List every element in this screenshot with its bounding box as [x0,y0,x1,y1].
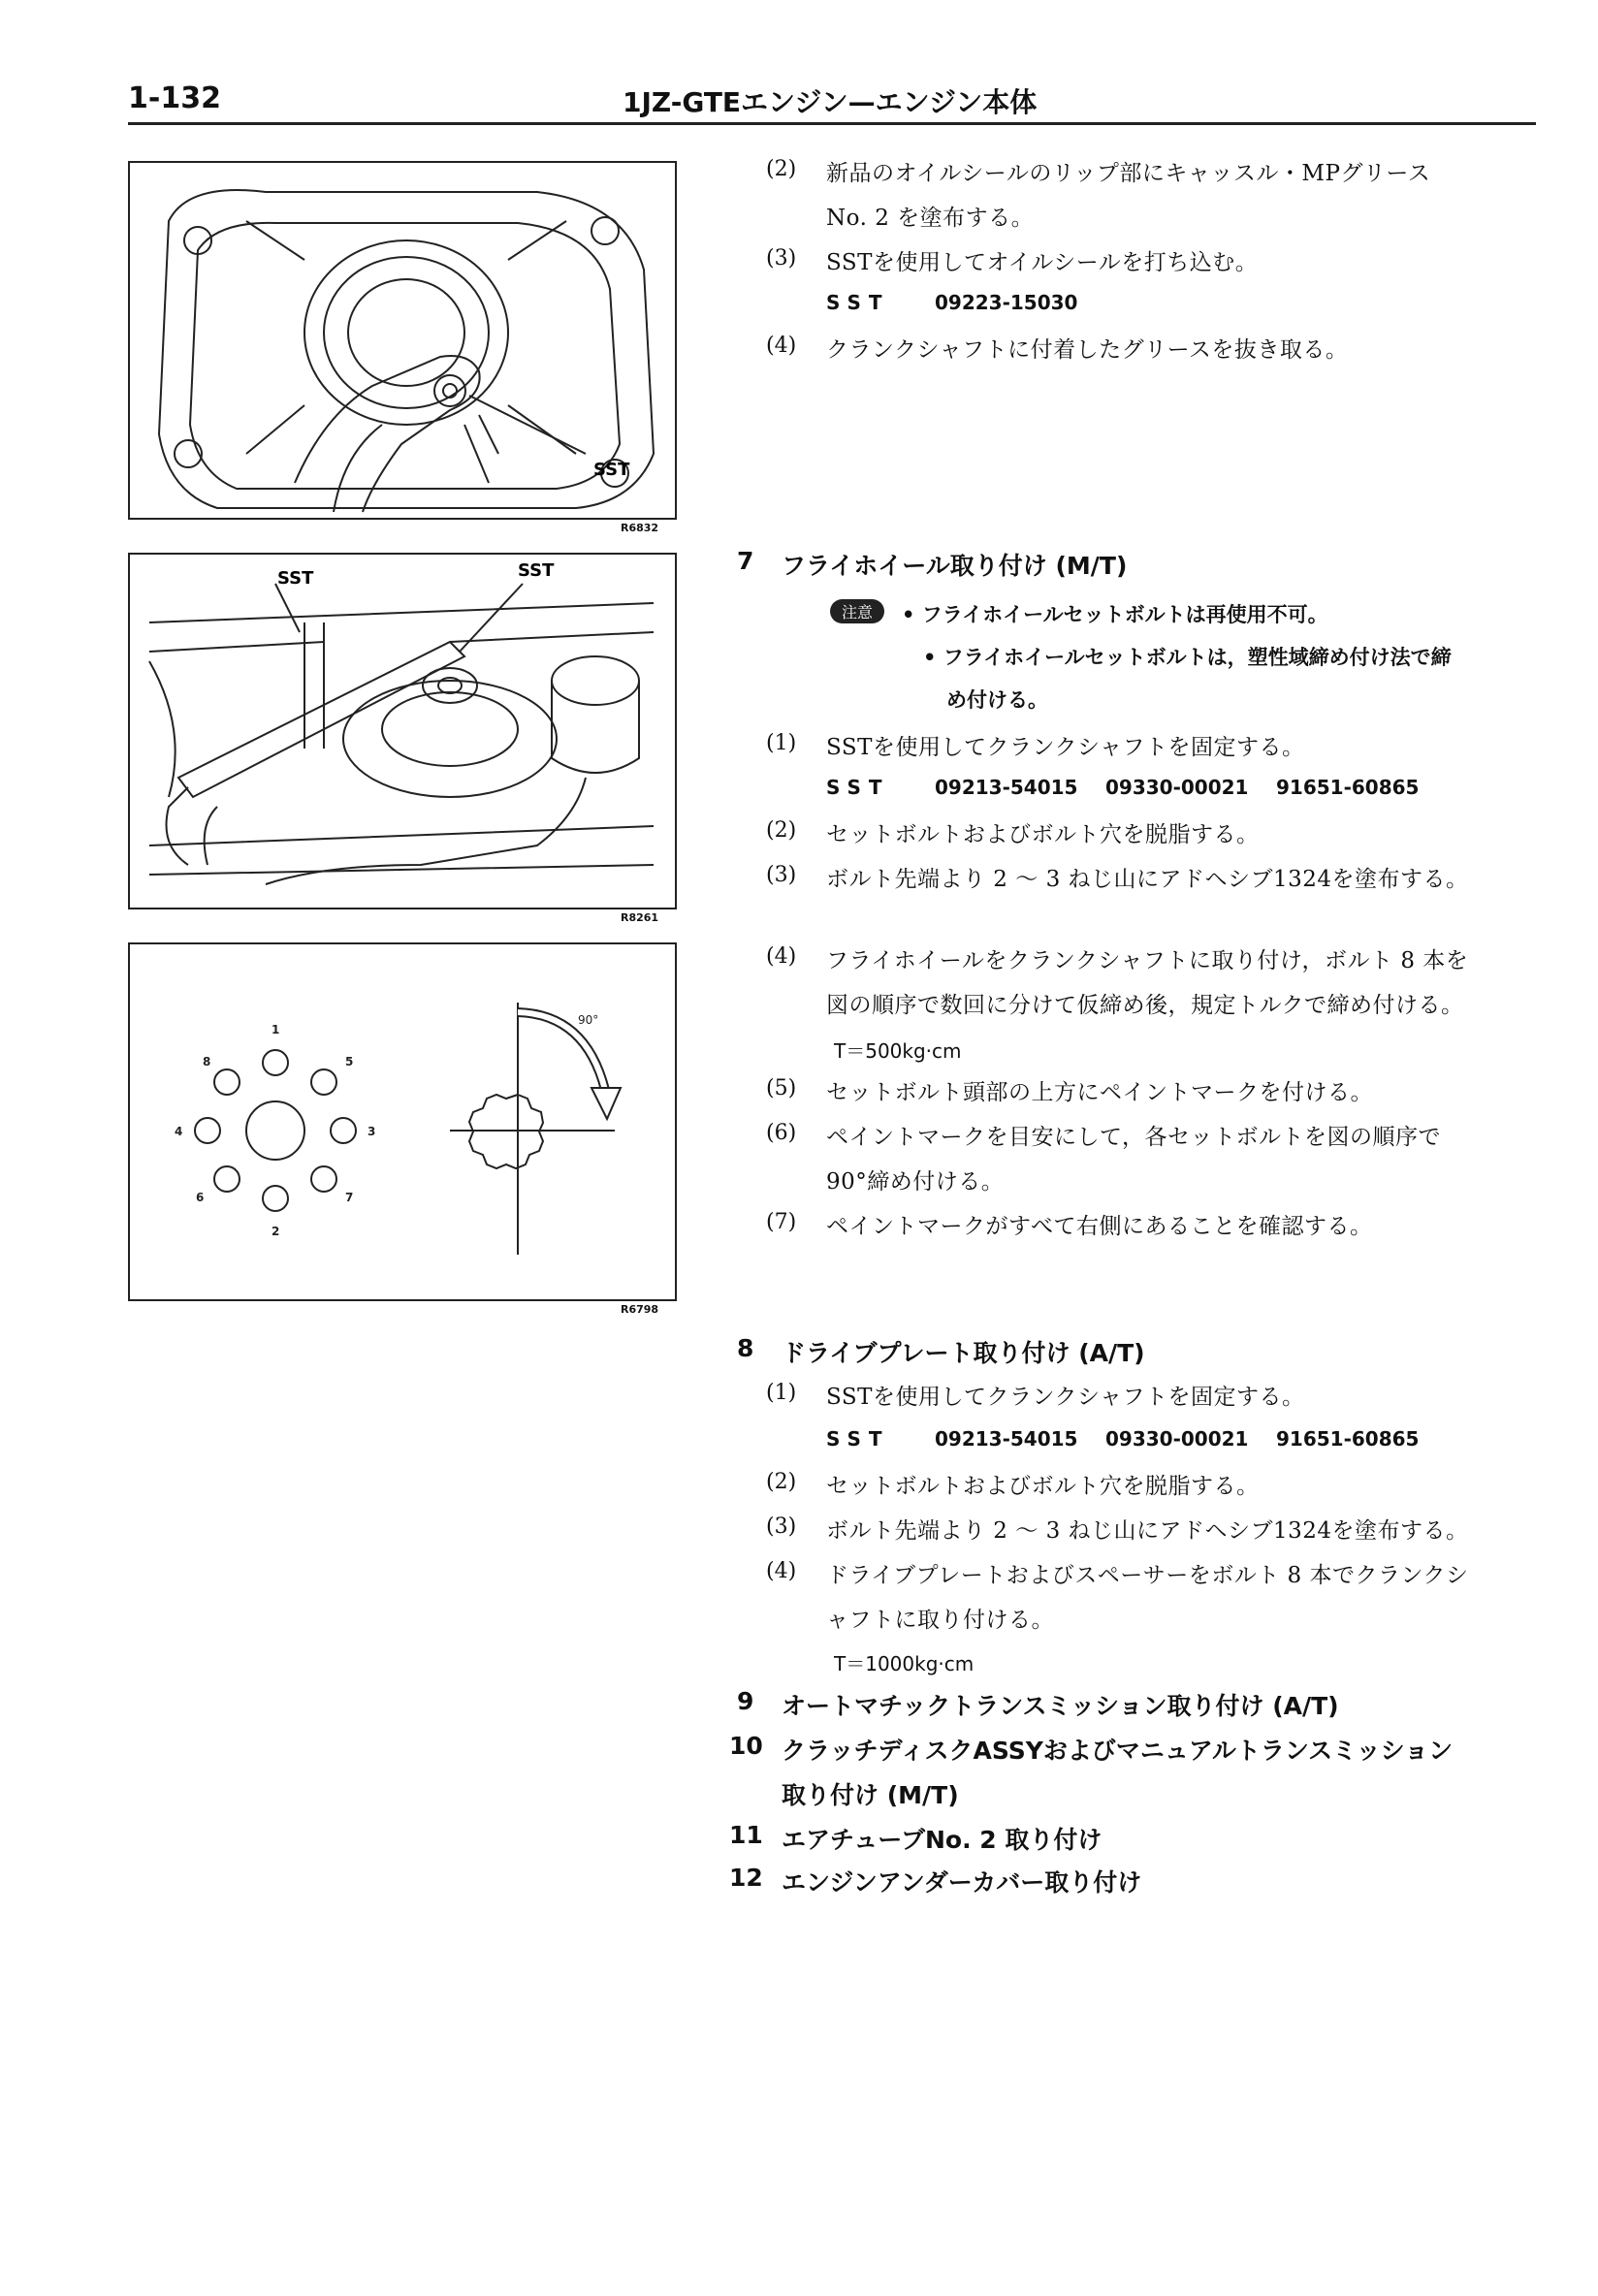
torque-spec: T＝500kg·cm [834,1039,962,1063]
sst-callout-right: SST [518,560,555,581]
sst-part-number: 91651-60865 [1276,1427,1420,1451]
caution-text: • フライホイールセットボルトは，塑性域締め付け法で締 [923,646,1452,669]
step-number: (3) [766,1515,797,1539]
section-title: フライホイール取り付け (M/T) [782,552,1128,580]
step-number: (4) [766,944,797,969]
bolt-number: 1 [272,1023,280,1036]
step-text: 図の順序で数回に分けて仮締め後，規定トルクで締め付ける。 [826,993,1464,1018]
sst-label: SST [826,291,890,314]
page-title: 1JZ-GTEエンジン—エンジン本体 [623,86,1038,118]
sst-part-number: 09330-00021 [1105,776,1249,799]
step-text: SSTを使用してクランクシャフトを固定する。 [826,1385,1305,1410]
caution-text: め付ける。 [946,688,1048,712]
figure-code: R6832 [621,522,659,534]
section-title: エンジンアンダーカバー取り付け [782,1868,1142,1897]
figure-bolt-sequence [128,942,677,1301]
sst-part-number: 09213-54015 [935,1427,1078,1451]
sst-part-numbers [826,291,1077,314]
sst-part-number: 09223-15030 [935,291,1078,314]
figure-oil-seal [128,161,677,520]
step-text: SSTを使用してオイルシールを打ち込む。 [826,250,1259,275]
step-number: (4) [766,334,797,358]
figure-flywheel-sst [128,553,677,909]
angle-label: 90° [578,1013,599,1027]
step-text: セットボルトおよびボルト穴を脱脂する。 [826,1474,1260,1499]
sst-part-numbers [826,776,1419,799]
caution-badge: 注意 [830,599,884,623]
step-text: フライホイールをクランクシャフトに取り付け，ボルト 8 本を [826,948,1469,973]
section-number: 10 [729,1732,763,1760]
sst-label: SST [826,1427,890,1451]
section-number: 12 [729,1864,763,1892]
bolt-number: 5 [345,1055,354,1068]
sst-part-number: 91651-60865 [1276,776,1420,799]
section-number: 11 [729,1821,763,1849]
bolt-number: 8 [203,1055,211,1068]
step-number: (7) [766,1210,797,1234]
page-number: 1-132 [128,81,221,115]
step-text: ペイントマークを目安にして，各セットボルトを図の順序で [826,1125,1442,1150]
step-text: 新品のオイルシールのリップ部にキャッスル・MPグリース [826,161,1431,186]
step-text: No. 2 を塗布する。 [826,206,1035,231]
bolt-number: 7 [345,1191,354,1204]
bolt-number: 4 [175,1125,183,1138]
bolt-number: 6 [196,1191,205,1204]
step-number: (5) [766,1076,797,1100]
sst-part-number: 09213-54015 [935,776,1078,799]
header-rule [128,122,1536,125]
sst-callout-left: SST [277,568,314,589]
section-title: ドライブプレート取り付け (A/T) [782,1339,1145,1367]
step-number: (2) [766,818,797,843]
step-text: ドライブプレートおよびスペーサーをボルト 8 本でクランクシ [826,1563,1469,1588]
bolt-number: 2 [272,1225,280,1238]
sst-part-number: 09330-00021 [1105,1427,1249,1451]
figure-code: R8261 [621,911,659,924]
section-title: 取り付け (M/T) [782,1781,959,1809]
step-text: ペイントマークがすべて右側にあることを確認する。 [826,1214,1373,1239]
step-number: (3) [766,246,797,271]
step-number: (6) [766,1121,797,1145]
oil-seal-illustration [130,163,675,518]
step-text: SSTを使用してクランクシャフトを固定する。 [826,735,1305,760]
step-text: ボルト先端より 2 〜 3 ねじ山にアドヘシブ1324を塗布する。 [826,1518,1469,1544]
step-number: (2) [766,1470,797,1494]
step-text: クランクシャフトに付着したグリースを抜き取る。 [826,337,1349,363]
step-number: (1) [766,731,797,755]
section-title: エアチューブNo. 2 取り付け [782,1826,1103,1854]
flywheel-sst-illustration [130,555,675,908]
step-text: ャフトに取り付ける。 [826,1608,1054,1633]
sst-part-numbers [826,1427,1419,1451]
section-number: 8 [737,1334,754,1362]
step-text: セットボルト頭部の上方にペイントマークを付ける。 [826,1080,1373,1105]
step-number: (3) [766,863,797,887]
bolt-number: 3 [368,1125,376,1138]
section-number: 9 [737,1687,754,1715]
figure-code: R6798 [621,1303,659,1316]
bolt-sequence-diagram [130,944,675,1299]
step-text: 90°締め付ける。 [826,1169,1005,1195]
caution-text: • フライホイールセットボルトは再使用不可。 [902,603,1328,626]
torque-spec: T＝1000kg·cm [834,1652,975,1675]
sst-callout: SST [593,460,630,480]
step-text: セットボルトおよびボルト穴を脱脂する。 [826,822,1260,847]
step-number: (2) [766,157,797,181]
step-number: (4) [766,1559,797,1583]
page-header [128,81,1536,124]
step-number: (1) [766,1381,797,1405]
sst-label: SST [826,776,890,799]
step-text: ボルト先端より 2 〜 3 ねじ山にアドヘシブ1324を塗布する。 [826,867,1469,892]
section-title: クラッチディスクASSYおよびマニュアルトランスミッション [782,1737,1454,1765]
section-number: 7 [737,547,754,575]
section-title: オートマチックトランスミッション取り付け (A/T) [782,1692,1339,1720]
